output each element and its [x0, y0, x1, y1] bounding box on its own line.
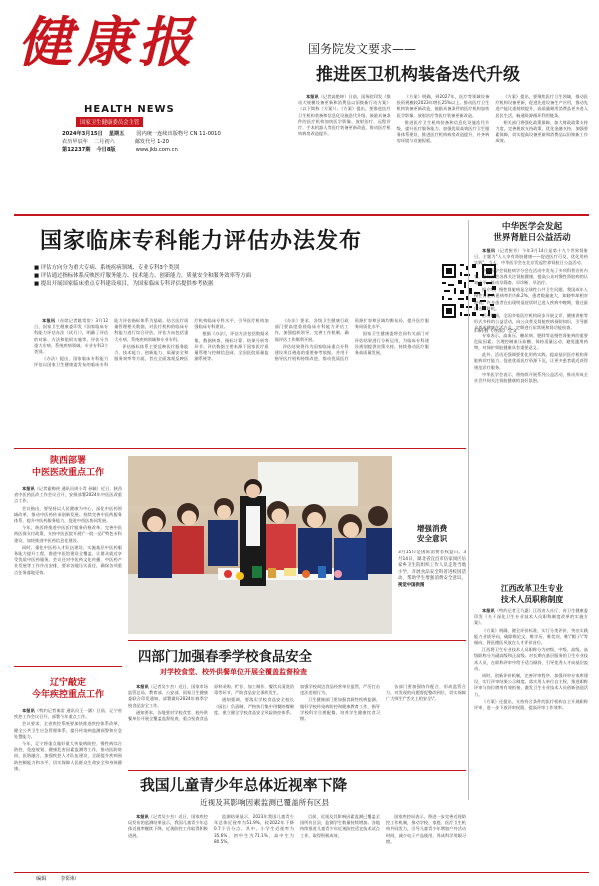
right-story-body: 本报讯（记者崔芳）今年3月14日是第十九个世界肾脏日，主题为"人人享有肾脏健康——促进医疗可及，优化用药实践"。当天，中华医学会在北京发起世界肾脏日公益活动。 中华医学会肾脏病学分会在活动中发布了多项科普宣传内容，倡导社会各界关注肾脏健康，提高公众对慢性肾脏病的认知水平，推动早筛查、早诊断、早治疗。 据介绍，慢性肾脏病是全球性公共卫生问题。我国成年人慢性肾脏病患病率约为8.2%，患者数量庞大，知晓率却相对较低。许多患者在出现明显症状时已进入疾病中晚期，错过最佳治疗时机。 活动期间，全国多家医疗机构同步开展义诊、健康讲座等形式多样的公益活动，向公众普及肾脏疾病预防知识，引导群众养成健康生活方式，定期进行尿常规和肾功能检查。 专家表示，高血压、糖尿病、肥胖等是慢性肾脏病的重要危险因素。合理控制血压血糖、保持适量运动、避免滥用药物，对保护肾脏健康具有重要意义。 此外，活动还强调要优化用药实践，提高基层医疗机构肾脏病诊疗能力，促进优质医疗资源下沉，让更多患者就近获得规范诊疗服务。 中华医学会表示，将持续开展系列公益活动，推动形成全社会共同关注肾脏健康的良好氛围。 [474, 248, 588, 384]
main-story-body: 本报讯（首席记者姚常房）3月12日，国家卫生健康委印发《国家临床专科能力评估办法（试行）》，明确了评估的对象、方法和组织实施等。评估分为重大专病、系统疾病领域、专业专科3个类别。 《办法》提出，国家临床专科能力评估以国家卫生健康委发布的临床专科能力评估指标体系为基础，结合医疗质量管理相关数据，对医疗机构的临床专科能力进行综合评估。评估方向包括重大专病、系统疾病领域和专业专科。 评估指标体系主要反映医疗服务能力、技术能力、创新能力、质量安全和服务效率等方面，旨在全面客观反映医疗机构临床专科水平，引导医疗机构加强临床专科建设。 根据《办法》，评估方法包括数据采集、数据核查、指标计算、结果分析等环节。评估数据主要来源于国家医疗质量管理与控制信息网、全国医院质量监测系统等。 《办法》要求，各级卫生健康行政部门要高度重视临床专科能力评估工作，加强组织领导，完善工作机制，确保评估工作顺利开展。 评估结果将作为国家临床重点专科建设项目遴选的重要参考依据，并用于指导医疗机构持续改进，推动优质医疗资源扩容和区域均衡布局，提升医疗服务同质化水平。 国家卫生健康委将会同有关部门对评估结果进行分析运用，为临床专科建设规划提供决策支持，持续推动医疗服务高质量发展。 [34, 318, 429, 368]
website-link[interactable]: www.jkb.com.cn [135, 147, 178, 153]
youth-myopia-byline: 本报讯 [136, 814, 149, 819]
liaoning-title-line2: 今年疾控重点工作 [31, 689, 104, 700]
jiangxi-story-byline: 本报讯 [482, 608, 495, 613]
jiangxi-title-line2: 技术人员职称制度 [500, 594, 564, 604]
youth-myopia-body: 本报讯（记者吴少杰）近日，国家疾控局发布的监测结果显示，我国儿童青少年总体近视率继续下降，近视防控工作取得积极进展。 监测结果显示，2023年我国儿童青少年总体近视率为51.9%，较2022年下降0.7个百分点。其中，小学生近视率为35.6%，初中生为71.1%，高中生为80.5%。 目前，近视及其影响因素监测已覆盖全国所有区县，监测学生数量持续增加。各地持续推进儿童青少年近视防控适宜技术试点工作，取得积极成效。 国家疾控局表示，将进一步完善近视防控工作机制，推动学校、家庭、医疗卫生机构共同发力，引导儿童青少年增加户外活动时间，减少电子产品使用，养成科学用眼习惯。 [128, 814, 466, 844]
right-story-title-line2: 世界肾脏日公益活动 [493, 233, 571, 243]
bullet-item: ■ 评估通过指标体系反映医疗服务能力、技术能力、创新能力，质量安全和服务效率等方面 [34, 273, 252, 280]
page-count: 今日8版 [96, 147, 116, 153]
jiangxi-story-body: 本报讯（特约记者王乃惠）江西省人社厅、省卫生健康委印发《关于深化卫生专业技术人员职称制度改革的实施方案》。 《方案》明确，健全评价标准，实行分类评价，突出实践能力业绩导向，破除唯论文、唯学历、唯奖项、唯\"帽子\"等倾向，将医德医风放在人才评价首位。 江西将卫生专业技术人员职称分为初级、中级、高级，高级职称分为副高级和正高级。对长期在基层服务的卫生专业技术人员，在职称评审中给予适当倾斜，引导优秀人才向基层流动。 同时，创新评价机制，完善评审程序，加强评审专家库建设，实行评审结果公示制度。落实用人单位自主权，推进职称评审与岗位聘用有效衔接，激发卫生专业技术人员创新创造活力。 《方案》还提出，支持符合条件的医疗机构自主开展职称评审，进一步下放评审权限，提高评审工作效率。 [474, 608, 588, 711]
photo-credit: 视觉中国供图 [398, 582, 425, 588]
photo-caption [398, 550, 466, 630]
youth-myopia-title[interactable]: 我国儿童青少年总体近视率下降 [140, 777, 348, 794]
photo-title [398, 524, 466, 544]
youth-myopia-subtitle: 近视及其影响因素监测已覆盖所有区县 [200, 798, 330, 807]
footer-editor [36, 875, 76, 882]
youth-myopia-lead: （记者吴少杰）近日，国家疾控局发布的监测结果显示，我国儿童青少年总体近视率继续下降，近视防控工作取得积极进展。 [128, 814, 208, 838]
left-divider [14, 666, 122, 667]
top-story-body: 本报讯（记者高艳坤）日前，国务院印发《推动大规模设备更新和消费品以旧换新行动方案》（以下简称《方案》）。《方案》提出，要推进医疗卫生机构装备和信息化设施迭代升级，鼓励具备条件的医疗机构加快医学影像、放射治疗、远程诊疗、手术机器人等医疗装备更新改造，推动医疗机构病房改造提升。 《方案》明确，到2027年，医疗等领域设备投资规模较2023年增长25%以上。推动医疗卫生机构装备更新改造，鼓励具备条件的医疗机构加快医学影像、放射治疗等医疗装备更新改造。 推进医疗卫生机构装备和信息化设施迭代升级，提升医疗服务能力。加强优质高效医疗卫生服务体系建设，推进医疗机构病房改造提升，补齐病房环境与设施短板。 《方案》提出，要聚焦医疗卫生领域，推动医疗机构设备更新，促进先进设备生产应用，推动先进产能比重持续提升，高质量耐用消费品更多进入居民生活，畅通资源循环利用链条。 相关部门将强化政策保障，加大财政政策支持力度，完善税收支持政策，优化金融支持，加强要素保障，切实提高设备更新和消费品以旧换新工作成效。 [298, 94, 588, 144]
shaanxi-story-body: 本报讯（记者霍梅侠 通讯员周小青 孙颖）近日，陕西省中医药医改工作会议召开，安排部署2024年中医医改重点工作。 会议指出，要坚持以人民健康为中心，深化中医药领域改革，推动中医药传承创新发展。持续完善中医药服务体系，提升中医药服务能力，促进中西医协同发展。 今年，陕西将推进中医医疗服务价格改革，完善中医药医保支付政策，支持中医医院开展\"一院一品\"特色专科建设，加快推进中医药信息化建设。 同时，强化中医药人才队伍建设，实施基层中医药服务能力提升工程，推进中医馆建设全覆盖，让群众就近享受优质中医药服务。会议还对中医药文化传播、中医药产业发展等工作作出安排，要求各地压实责任，确保各项重点任务落地见效。 [14, 486, 122, 575]
issue-number: 第12237期 [62, 147, 91, 153]
editor-name: 李阳和 [60, 876, 76, 882]
footer-rule [14, 872, 589, 873]
photo-title-line2: 安全意识 [416, 534, 448, 543]
masthead-org: 国家卫生健康委员会主管 [76, 117, 143, 127]
shaanxi-title-line2: 中医医改重点工作 [31, 467, 104, 478]
bullet-item: ■ 提出开展国家临床重点专科建设项目，为国家临床专科评估提供参考依据 [34, 281, 214, 288]
top-story-byline: 本报讯 [306, 94, 319, 99]
right-column-divider [468, 220, 469, 800]
top-story-kicker: 国务院发文要求—— [308, 42, 417, 56]
right-story-title[interactable] [474, 222, 590, 244]
main-story-title[interactable]: 国家临床专科能力评估办法发布 [40, 229, 363, 254]
top-divider [14, 214, 589, 216]
main-story-lead: （首席记者姚常房）3月12日，国家卫生健康委印发《国家临床专科能力评估办法（试行）》，明确了评估的对象、方法和组织实施等。评估分为重大专病、系统疾病领域、专业专科3个类别。 [34, 318, 109, 355]
liaoning-story-title[interactable] [14, 678, 122, 701]
shaanxi-story-title[interactable] [14, 456, 122, 479]
issue-date: 2024年3月15日 [62, 131, 103, 137]
masthead-english: HEALTH NEWS [84, 104, 175, 115]
shaanxi-title-line1: 陕西部署 [49, 456, 86, 466]
photo-title-line1: 增强消费 [416, 524, 448, 533]
liaoning-story-byline: 本报讯 [22, 708, 35, 713]
food-safety-byline: 本报讯 [136, 684, 149, 689]
top-story-lead: （记者高艳坤）日前，国务院印发《推动大规模设备更新和消费品以旧换新行动方案》（以下简称《方案》）。《方案》提出，要推进医疗卫生机构装备和信息化设施迭代升级，鼓励具备条件的医疗机构加快医学影像、放射治疗、远程诊疗、手术机器人等医疗装备更新改造，推动医疗机构病房改造提升。 [298, 94, 391, 137]
cn-code: 国内统一连续出版物号 CN 11-0010 [136, 131, 221, 137]
lunar-year: 农历甲辰年 [62, 139, 88, 145]
right-story-title-line1: 中华医学会发起 [501, 222, 563, 232]
top-story-title[interactable]: 推进医卫机构装备迭代升级 [316, 65, 520, 85]
photo-caption-text: 3月15日是国际消费者权益日。3月14日，湖北省宜昌市伍家岗区伍家乡卫生院组织工作人员走进当地小学，开展食品安全科普进校园活动，帮助学生增强消费安全意识。 [398, 550, 466, 582]
right-story-byline: 本报讯 [482, 248, 496, 253]
right-story-lead: （记者崔芳）今年3月14日是第十九个世界肾脏日，主题为"人人享有肾脏健康——促进医疗可及，优化用药实践"。当天，中华医学会在北京发起世界肾脏日公益活动。 [474, 248, 588, 266]
issue-weekday: 星期五 [108, 131, 125, 137]
liaoning-title-line1: 辽宁敲定 [49, 678, 86, 688]
food-safety-lead: （记者吴少杰）近日，国家市场监管总局、教育部、公安部、国家卫生健康委联合印发通知，部署做好2024年春季学校食品安全工作。 [128, 684, 208, 708]
shaanxi-story-lead: （记者霍梅侠 通讯员周小青 孙颖）近日，陕西省中医药医改工作会议召开，安排部署2024年中医医改重点工作。 [14, 486, 122, 504]
masthead-info [62, 130, 268, 154]
food-safety-title[interactable]: 四部门加强春季学校食品安全 [138, 650, 313, 665]
bottom-divider [128, 770, 466, 771]
jiangxi-story-lead: （特约记者王乃惠）江西省人社厅、省卫生健康委印发《关于深化卫生专业技术人员职称制度改革的实施方案》。 [474, 608, 588, 626]
qr-caption: 扫码看《办法》全文 [474, 329, 518, 334]
postal-code: 邮发代号 1-20 [134, 139, 169, 145]
jiangxi-story-title[interactable] [474, 584, 590, 605]
food-safety-subtitle: 对学校食堂、校外供餐单位开展全覆盖监督检查 [160, 668, 307, 676]
jiangxi-title-line1: 江西改革卫生专业 [500, 584, 564, 593]
bullet-item: ■ 评估方向分为重大专病、系统疾病领域、专业专科3个类别 [34, 265, 180, 271]
food-divider [128, 640, 466, 641]
liaoning-story-body: 本报讯（特约记者秦雷 通讯员王一涵）日前，辽宁省疾控工作会议召开，部署今年重点工作。 会议要求，全省疾控系统要加快推进疾控体系改革，健全公共卫生应急管理体系，提升传染病监测预警和应急处置能力。 今年，辽宁将重点做好重大传染病防控、慢性病综合防控、免疫规划、健康危害因素监测等工作，推动医防协同、医防融合，加强疾控人才队伍建设，全面提升疾病预防控制能力和水平，切实保障人民群众生命安全和身体健康。 [14, 708, 122, 771]
mid-divider [14, 448, 466, 449]
liaoning-story-lead: （特约记者秦雷 通讯员王一涵）日前，辽宁省疾控工作会议召开，部署今年重点工作。 [14, 708, 122, 720]
food-safety-body: 本报讯（记者吴少杰）近日，国家市场监管总局、教育部、公安部、国家卫生健康委联合印发通知，部署做好2024年春季学校食品安全工作。 通知要求，各地要对学校食堂、校外供餐单位开展全覆盖监督检查，重点检查食品原料采购、贮存、加工制作、餐饮具清洗消毒等环节，严防食品安全事故发生。 通知强调，要落实学校食品安全校长（园长）负责制，严格执行集中用餐陪餐制度，建立健全学校食品安全风险防控体系。加强学校周边食品经营单位监管，严厉打击违法违规行为。 卫生健康部门要加强食源性疾病监测，做好学校传染病防控和健康教育工作，指导学校科学合理配餐，培养学生健康饮食习惯。 各部门要加强协作配合，形成监管合力，对发现的问题督促整改到位，切实保障广大师生\"舌尖上的安全\"。 [128, 684, 466, 722]
main-story-byline: 本报讯 [42, 318, 56, 323]
lunar-day: 二月初六 [93, 139, 115, 145]
main-story-bullets [34, 264, 286, 289]
masthead-logo: 健康报 [18, 10, 198, 74]
editor-label: 编辑 [36, 876, 47, 882]
classroom-photo [128, 456, 392, 634]
shaanxi-story-byline: 本报讯 [22, 486, 35, 491]
